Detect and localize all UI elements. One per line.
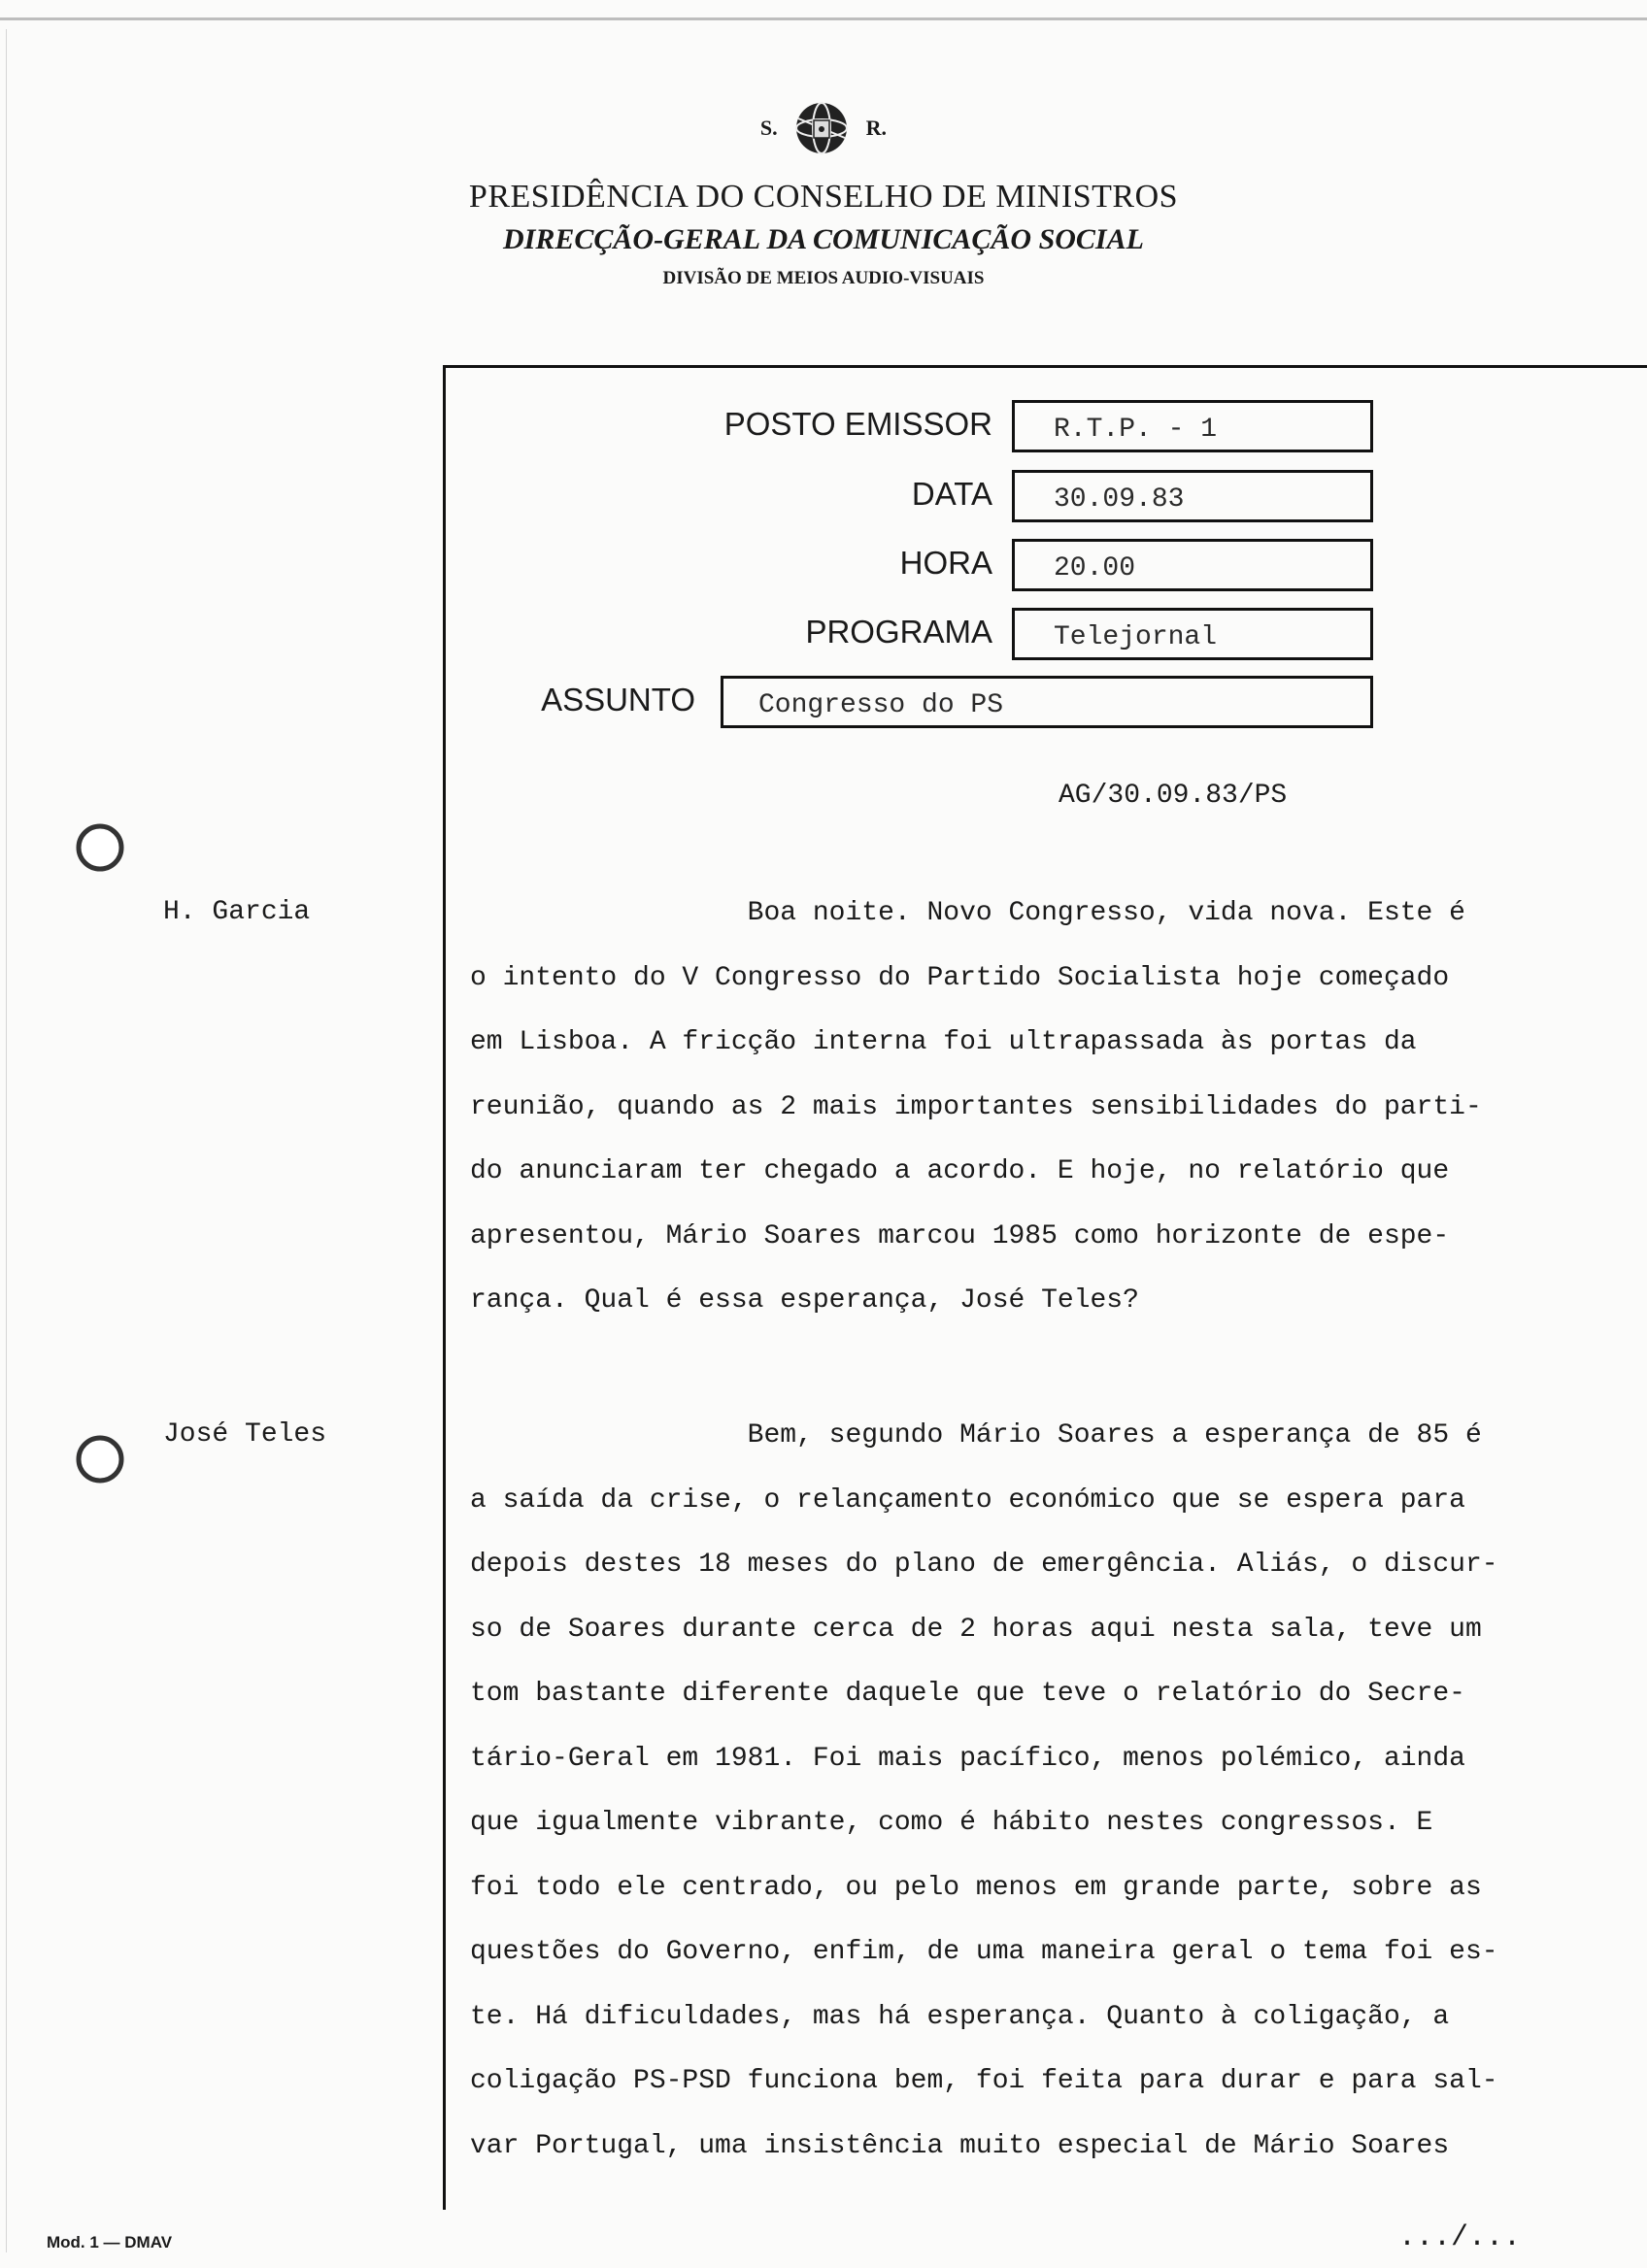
- form-frame-left: [443, 365, 446, 2210]
- speech-line: apresentou, Mário Soares marcou 1985 como horizonte de espe-: [470, 1220, 1450, 1251]
- seal-right-letter: R.: [865, 116, 888, 140]
- division-name: DIVISÃO DE MEIOS AUDIO-VISUAIS: [662, 268, 985, 288]
- hora-label: HORA: [899, 545, 992, 581]
- top-scan-rule: [0, 17, 1647, 20]
- armillary-sphere-emblem-icon: [794, 101, 849, 155]
- posto-emissor-field: R.T.P. - 1: [1012, 400, 1373, 452]
- speech-paragraph: [470, 1404, 1587, 2179]
- speech-line: rança. Qual é essa esperança, José Teles?: [470, 1285, 1139, 1316]
- programa-label: PROGRAMA: [805, 614, 992, 650]
- punch-hole-icon: [76, 823, 124, 872]
- speech-line: a saída da crise, o relançamento económico que se espera para: [470, 1484, 1465, 1516]
- left-scan-rule: [6, 29, 7, 2252]
- data-label: DATA: [911, 476, 992, 512]
- assunto-label: ASSUNTO: [541, 682, 695, 717]
- speech-line: que igualmente vibrante, como é hábito nestes congressos. E: [470, 1808, 1433, 1838]
- ministry-title: PRESIDÊNCIA DO CONSELHO DE MINISTROS: [468, 179, 1179, 215]
- speech-line: Boa noite. Novo Congresso, vida nova. Este é: [470, 898, 1465, 928]
- seal-left-letter: S.: [759, 116, 778, 140]
- speech-line: tom bastante diferente daquele que teve o relatório do Secre-: [470, 1679, 1465, 1709]
- punch-hole-icon: [76, 1435, 124, 1484]
- speech-line: Bem, segundo Mário Soares a esperança de 85 é: [470, 1420, 1482, 1451]
- seal-row: [0, 101, 1647, 155]
- speech-line: te. Há dificuldades, mas há esperança. Quanto à coligação, a: [470, 2001, 1450, 2032]
- speech-line: do anunciaram ter chegado a acordo. E hoje, no relatório que: [470, 1156, 1450, 1186]
- hora-field: 20.00: [1012, 539, 1373, 591]
- continuation-mark: .../...: [1398, 2221, 1522, 2254]
- directorate-subtitle: DIRECÇÃO-GERAL DA COMUNICAÇÃO SOCIAL: [503, 223, 1144, 255]
- form-frame-top: [443, 365, 1647, 368]
- speaker-name: H. Garcia: [163, 897, 311, 927]
- form-code: Mod. 1 — DMAV: [47, 2233, 173, 2251]
- speech-line: em Lisboa. A fricção interna foi ultrapassada às portas da: [470, 1027, 1417, 1057]
- speech-line: coligação PS-PSD funciona bem, foi feita para durar e para sal-: [470, 2066, 1498, 2096]
- speech-line: so de Soares durante cerca de 2 horas aqui nesta sala, teve um: [470, 1614, 1482, 1645]
- speech-line: var Portugal, uma insistência muito especial de Mário Soares: [470, 2130, 1450, 2161]
- programa-field: Telejornal: [1012, 608, 1373, 660]
- document-reference: AG/30.09.83/PS: [1059, 781, 1288, 811]
- assunto-field: Congresso do PS: [721, 676, 1373, 728]
- speaker-name: José Teles: [163, 1419, 327, 1450]
- speech-line: reunião, quando as 2 mais importantes sensibilidades do parti-: [470, 1091, 1482, 1122]
- posto-emissor-label: POSTO EMISSOR: [723, 406, 992, 442]
- speech-line: questões do Governo, enfim, de uma maneira geral o tema foi es-: [470, 1937, 1498, 1967]
- data-field: 30.09.83: [1012, 470, 1373, 522]
- speech-line: o intento do V Congresso do Partido Socialista hoje começado: [470, 962, 1450, 993]
- speech-line: depois destes 18 meses do plano de emergência. Aliás, o discur-: [470, 1550, 1498, 1580]
- speech-paragraph: [470, 882, 1587, 1334]
- speech-line: foi todo ele centrado, ou pelo menos em grande parte, sobre as: [470, 1872, 1482, 1903]
- speech-line: tário-Geral em 1981. Foi mais pacífico, menos polémico, ainda: [470, 1743, 1465, 1774]
